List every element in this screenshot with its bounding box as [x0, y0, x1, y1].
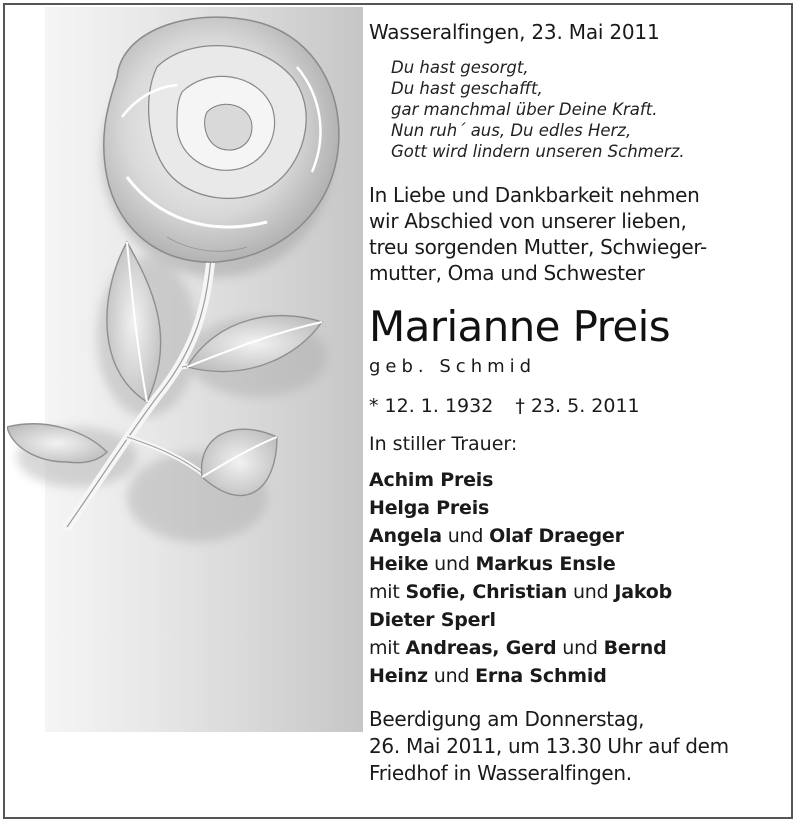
birth-date: * 12. 1. 1932: [369, 395, 494, 417]
mourner-name: Sofie, Christian: [405, 581, 568, 603]
deceased-name: Marianne Preis: [369, 302, 671, 351]
mourner-line: [369, 466, 789, 494]
poem-line: gar manchmal über Deine Kraft.: [391, 100, 658, 119]
mourners-label: In stiller Trauer:: [369, 433, 518, 455]
mourner-name: Heinz: [369, 665, 428, 687]
connector: mit: [369, 581, 406, 603]
maiden-name: geb. Schmid: [369, 356, 537, 377]
mourner-name: Heike: [369, 553, 429, 575]
mourner-name: Andreas, Gerd: [405, 637, 557, 659]
connector: und: [441, 525, 490, 547]
mourner-name: Achim Preis: [369, 469, 494, 491]
poem-line: Du hast gesorgt,: [391, 58, 529, 77]
mourner-name: Angela: [369, 525, 442, 547]
poem-line: Nun ruh´ aus, Du edles Herz,: [391, 121, 632, 140]
mourner-name: Olaf Draeger: [489, 525, 624, 547]
intro-line: wir Abschied von unserer lieben,: [369, 209, 687, 233]
obituary-card: [3, 3, 793, 819]
funeral-info: [369, 706, 789, 787]
poem-line: Gott wird lindern unseren Schmerz.: [391, 142, 685, 161]
mourner-line: [369, 662, 789, 690]
mourner-name: Helga Preis: [369, 497, 490, 519]
mourner-line: [369, 578, 789, 606]
funeral-line: Beerdigung am Donnerstag,: [369, 707, 645, 731]
connector: und: [556, 637, 604, 659]
mourner-name: Jakob: [614, 581, 673, 603]
intro-line: mutter, Oma und Schwester: [369, 261, 645, 285]
connector: und: [567, 581, 615, 603]
life-dates: [369, 394, 789, 418]
mourner-line: [369, 606, 789, 634]
intro-line: treu sorgenden Mutter, Schwieger-: [369, 235, 707, 259]
poem-line: Du hast geschafft,: [391, 79, 543, 98]
mourner-name: Erna Schmid: [475, 665, 607, 687]
poem: [391, 57, 789, 162]
mourners-list: [369, 466, 789, 690]
connector: mit: [369, 637, 406, 659]
obituary-text: [369, 19, 789, 787]
intro-line: In Liebe und Dankbarkeit nehmen: [369, 183, 700, 207]
funeral-line: Friedhof in Wasseralfingen.: [369, 761, 632, 785]
intro-text: [369, 182, 789, 286]
connector: und: [427, 665, 476, 687]
mourner-line: [369, 494, 789, 522]
place-date: Wasseralfingen, 23. Mai 2011: [369, 20, 660, 44]
mourner-line: [369, 522, 789, 550]
connector: und: [428, 553, 476, 575]
rose-illustration: [7, 7, 363, 737]
funeral-line: 26. Mai 2011, um 13.30 Uhr auf dem: [369, 734, 729, 758]
mourner-name: Bernd: [603, 637, 667, 659]
mourner-line: [369, 550, 789, 578]
mourner-name: Dieter Sperl: [369, 609, 496, 631]
mourner-name: Markus Ensle: [475, 553, 616, 575]
death-date: † 23. 5. 2011: [515, 395, 640, 417]
mourner-line: [369, 634, 789, 662]
